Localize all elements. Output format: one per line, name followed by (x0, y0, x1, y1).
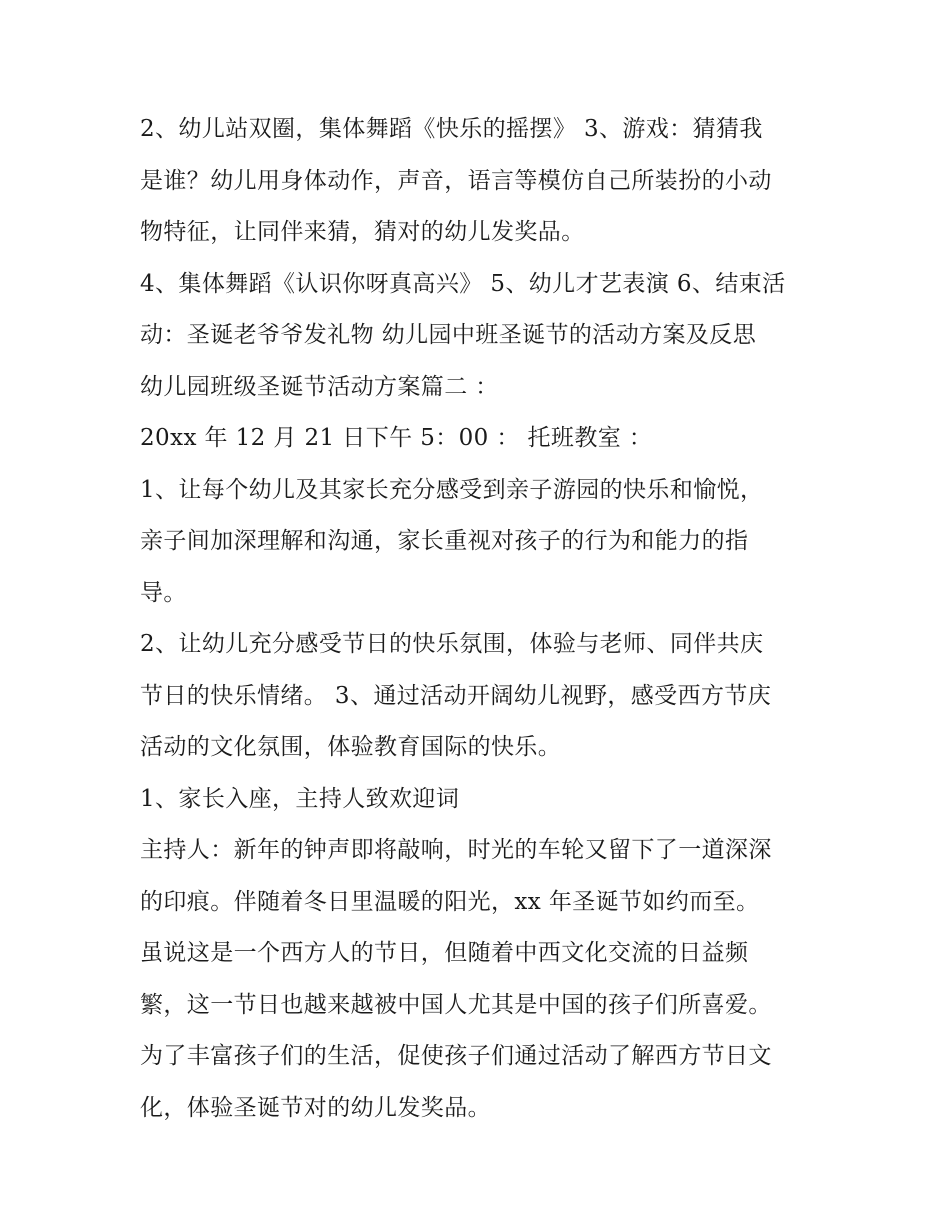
text-line: 的印痕。伴随着冬日里温暖的阳光，xx 年圣诞节如约而至。 (140, 888, 760, 915)
text-line: 虽说这是一个西方人的节日，但随着中西文化交流的日益频 (140, 940, 749, 966)
text-line: 动：圣诞老爷爷发礼物 幼儿园中班圣诞节的活动方案及反思 (140, 322, 757, 348)
text-line: 为了丰富孩子们的生活，促使孩子们通过活动了解西方节日文 (140, 1043, 772, 1069)
paragraph (140, 413, 820, 465)
text-line: 物特征，让同伴来猜，猜对的幼儿发奖品。 (140, 219, 585, 245)
text-line: 幼儿园班级圣诞节活动方案篇二 ： (140, 373, 499, 400)
text-line: 20xx 年 12 月 21 日下午 5：00 ： 托班教室 ： (140, 425, 653, 451)
paragraph (140, 259, 820, 414)
text-line: 1、家长入座，主持人致欢迎词 (140, 785, 460, 812)
text-line: 繁，这一节日也越来越被中国人尤其是中国的孩子们所喜爱。 (140, 991, 772, 1018)
text-line: 4、集体舞蹈《认识你呀真高兴》 5、幼儿才艺表演 6、结束活 (140, 270, 786, 297)
text-line: 2、幼儿站双圈，集体舞蹈《快乐的摇摆》 3、游戏：猜猜我 (140, 116, 763, 142)
text-line: 亲子间加深理解和沟通，家长重视对孩子的行为和能力的指 (140, 528, 749, 554)
text-line: 导。 (140, 579, 187, 606)
text-line: 节日的快乐情绪。 3、通过活动开阔幼儿视野，感受西方节庆 (140, 682, 772, 709)
paragraph (140, 825, 820, 1134)
paragraph (140, 104, 820, 259)
text-line: 主持人：新年的钟声即将敲响，时光的车轮又留下了一道深深 (140, 837, 772, 863)
text-line: 活动的文化氛围，体验教育国际的快乐。 (140, 734, 562, 760)
paragraph (140, 465, 820, 620)
text-line: 2、让幼儿充分感受节日的快乐氛围，体验与老师、同伴共庆 (140, 631, 764, 657)
text-line: 化，体验圣诞节对的幼儿发奖品。 (140, 1094, 491, 1121)
text-line: 1、让每个幼儿及其家长充分感受到亲子游园的快乐和愉悦， (140, 476, 764, 503)
document-body (140, 104, 820, 1134)
text-line: 是谁？幼儿用身体动作，声音，语言等模仿自己所装扮的小动 (140, 167, 772, 194)
paragraph (140, 619, 820, 774)
paragraph (140, 774, 820, 826)
